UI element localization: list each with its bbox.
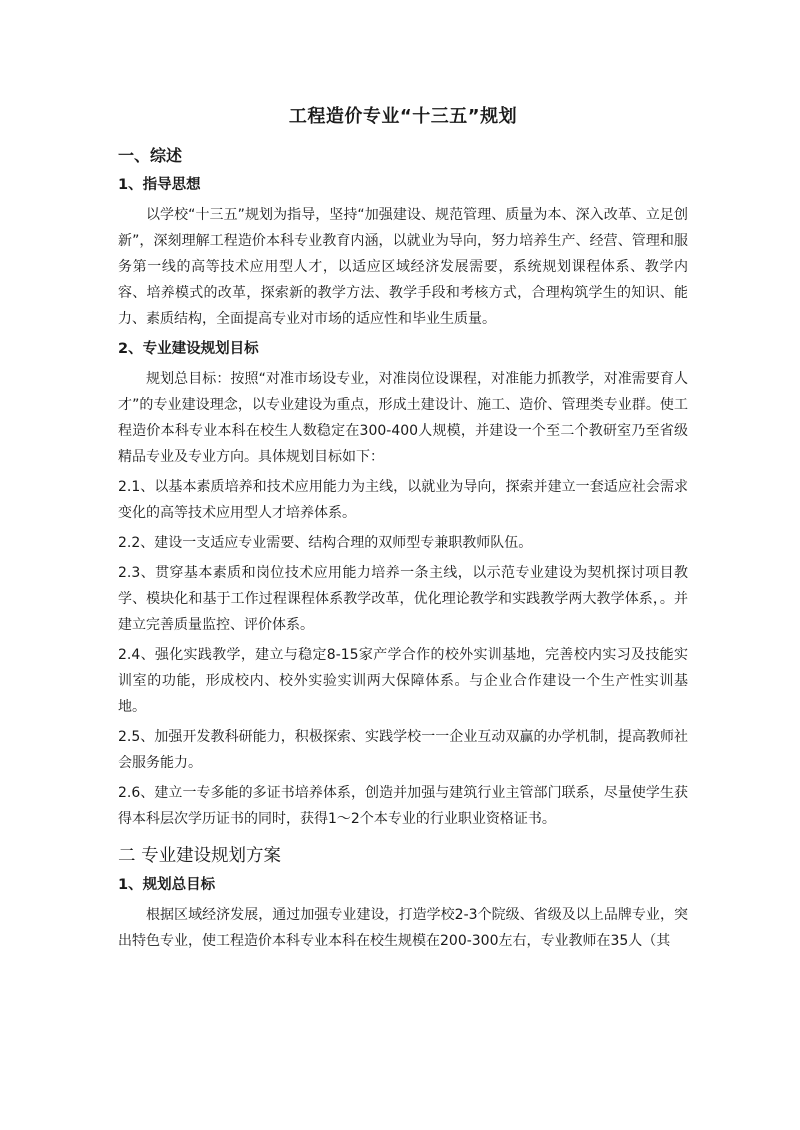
goal-item-2-6: 2.6、建立一专多能的多证书培养体系，创造并加强与建筑行业主管部门联系，尽量使学生获得本科层次学历证书的同时，获得1～2个本专业的行业职业资格证书。 [118,785,688,827]
goal-item-2-4: 2.4、强化实践教学，建立与稳定8-15家产学合作的校外实训基地，完善校内实习及技能实训室的功能，形成校内、校外实验实训两大保障体系。与企业合作建设一个生产性实训基地。 [118,647,688,715]
document-title: 工程造价专业“十三五”规划 [288,106,518,127]
subheading-guiding-ideology: 1、指导思想 [118,177,201,193]
goal-item-2-5: 2.5、加强开发教科研能力，积极探索、实践学校一一企业互动双赢的办学机制，提高教师社会服务能力。 [118,729,688,771]
paragraph-guiding-ideology: 以学校“十三五”规划为指导，坚持“加强建设、规范管理、质量为本、深入改革、立足创新”，深刻理解工程造价本科专业教育内涵，以就业为导向，努力培养生产、经营、管理和服务第一线的高等技术应用型人才，以适应区域经济发展需要，系统规划课程体系、教学内容、培养模式的改革，探索新的教学方法、教学手段和考核方式，合理构筑学生的知识、能力、素质结构，全面提高专业对市场的适应性和毕业生质量。 [118,207,688,327]
section-heading-overview: 一、综述 [118,146,183,165]
subheading-overall-goal: 1、规划总目标 [118,877,216,893]
subheading-planning-goals: 2、专业建设规划目标 [118,341,259,357]
goal-item-2-2: 2.2、建设一支适应专业需要、结构合理的双师型专兼职教师队伍。 [118,535,533,551]
paragraph-overall-goal: 根据区域经济发展，通过加强专业建设，打造学校2-3个院级、省级及以上品牌专业，突出特色专业，使工程造价本科专业本科在校生规模在200-300左右，专业教师在35人（其 [118,907,688,949]
goal-item-2-3: 2.3、贯穿基本素质和岗位技术应用能力培养一条主线，以示范专业建设为契机探讨项目教学、模块化和基于工作过程课程体系教学改革，优化理论教学和实践教学两大教学体系，。并建立完善质量监控、评价体系。 [118,565,688,633]
section-heading-plan: 二 专业建设规划方案 [118,846,282,866]
paragraph-planning-goals: 规划总目标：按照“对准市场设专业，对准岗位设课程，对准能力抓教学，对准需要育人才”的专业建设理念，以专业建设为重点，形成土建设计、施工、造价、管理类专业群。使工程造价本科专业本科在校生人数稳定在300-400人规模，并建设一个至二个教研室乃至省级精品专业及专业方向。具体规划目标如下： [118,371,688,465]
goal-item-2-1: 2.1、以基本素质培养和技术应用能力为主线，以就业为导向，探索并建立一套适应社会需求变化的高等技术应用型人才培养体系。 [118,479,688,521]
